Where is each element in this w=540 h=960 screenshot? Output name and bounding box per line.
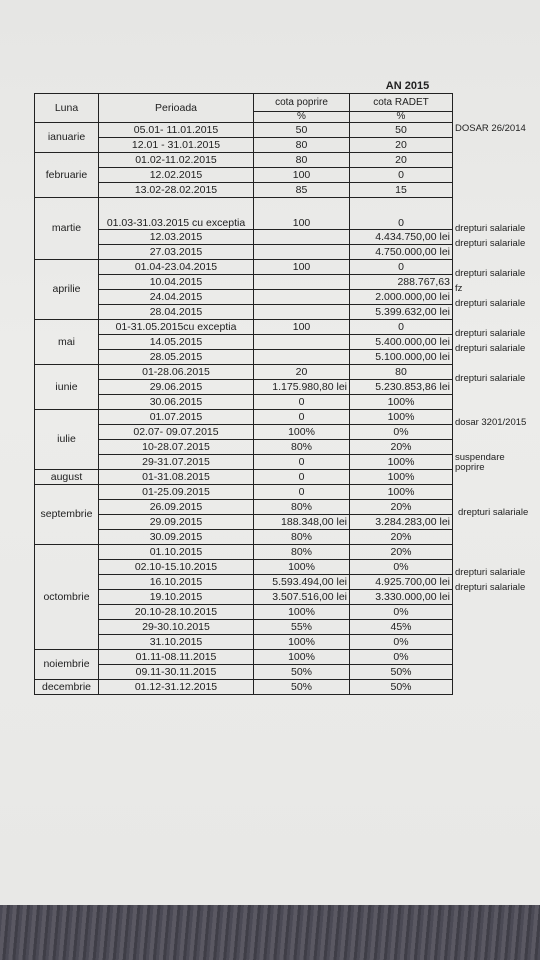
perioada-cell: 19.10.2015 (99, 590, 254, 605)
poprire-cell: 100 (254, 168, 350, 183)
note-drepturi-salariale: drepturi salariale (458, 507, 529, 518)
perioada-cell: 10.04.2015 (99, 275, 254, 290)
perioada-cell: 09.11-30.11.2015 (99, 665, 254, 680)
radet-cell: 5.399.632,00 lei (350, 305, 453, 320)
poprire-cell (254, 335, 350, 350)
radet-cell: 0% (350, 635, 453, 650)
radet-cell: 80 (350, 365, 453, 380)
note-drepturi-salariale: drepturi salariale (455, 343, 526, 354)
perioada-cell: 20.10-28.10.2015 (99, 605, 254, 620)
poprire-cell: 5.593.494,00 lei (254, 575, 350, 590)
poprire-cell: 50 (254, 123, 350, 138)
radet-cell: 0 (350, 168, 453, 183)
note-drepturi-salariale: drepturi salariale (455, 567, 526, 578)
note-drepturi-salariale: drepturi salariale (455, 582, 526, 593)
radet-cell: 0 (350, 260, 453, 275)
perioada-cell: 02.07- 09.07.2015 (99, 425, 254, 440)
radet-cell: 0% (350, 605, 453, 620)
poprire-cell: 100% (254, 635, 350, 650)
radet-cell: 0% (350, 425, 453, 440)
radet-cell: 20% (350, 500, 453, 515)
perioada-cell: 01-25.09.2015 (99, 485, 254, 500)
radet-cell: 0% (350, 650, 453, 665)
perioada-cell: 29.06.2015 (99, 380, 254, 395)
carpet-background (0, 905, 540, 960)
perioada-cell: 02.10-15.10.2015 (99, 560, 254, 575)
poprire-cell (254, 275, 350, 290)
poprire-cell: 0 (254, 485, 350, 500)
radet-cell: 4.750.000,00 lei (350, 245, 453, 260)
radet-cell: 288.767,63 (350, 275, 453, 290)
month-aprilie: aprilie (35, 260, 99, 320)
perioada-cell: 12.02.2015 (99, 168, 254, 183)
radet-cell: 5.230.853,86 lei (350, 380, 453, 395)
month-iunie: iunie (35, 365, 99, 410)
poprire-cell: 0 (254, 470, 350, 485)
note-suspendare-poprire: suspendare poprire (455, 452, 505, 474)
poprire-cell: 3.507.516,00 lei (254, 590, 350, 605)
perioada-cell: 27.03.2015 (99, 245, 254, 260)
payment-table (34, 93, 453, 695)
month-ianuarie: ianuarie (35, 123, 99, 153)
header-cota-poprire: cota poprire (254, 94, 350, 112)
radet-cell: 20% (350, 530, 453, 545)
radet-cell: 100% (350, 395, 453, 410)
radet-cell: 0 (350, 320, 453, 335)
perioada-cell: 29-31.07.2015 (99, 455, 254, 470)
poprire-cell: 80 (254, 153, 350, 168)
perioada-cell: 01-28.06.2015 (99, 365, 254, 380)
radet-cell: 0 (350, 198, 453, 230)
poprire-cell: 0 (254, 395, 350, 410)
poprire-cell: 80% (254, 440, 350, 455)
poprire-cell: 100% (254, 425, 350, 440)
perioada-cell: 28.04.2015 (99, 305, 254, 320)
month-decembrie: decembrie (35, 680, 99, 695)
radet-cell: 20 (350, 153, 453, 168)
month-august: august (35, 470, 99, 485)
header-unit-poprire: % (254, 112, 350, 123)
poprire-cell: 1.175.980,80 lei (254, 380, 350, 395)
perioada-cell: 28.05.2015 (99, 350, 254, 365)
perioada-cell: 01.02-11.02.2015 (99, 153, 254, 168)
note-drepturi-salariale: drepturi salariale (455, 238, 526, 249)
radet-cell: 100% (350, 410, 453, 425)
perioada-cell: 31.10.2015 (99, 635, 254, 650)
poprire-cell: 55% (254, 620, 350, 635)
radet-cell: 20% (350, 545, 453, 560)
perioada-cell: 29.09.2015 (99, 515, 254, 530)
perioada-cell: 01.10.2015 (99, 545, 254, 560)
note-drepturi-salariale: drepturi salariale (455, 223, 526, 234)
radet-cell: 45% (350, 620, 453, 635)
note-drepturi-salariale: drepturi salariale (455, 268, 526, 279)
radet-cell: 4.925.700,00 lei (350, 575, 453, 590)
poprire-cell: 85 (254, 183, 350, 198)
perioada-cell: 01.04-23.04.2015 (99, 260, 254, 275)
radet-cell: 100% (350, 470, 453, 485)
perioada-cell: 26.09.2015 (99, 500, 254, 515)
poprire-cell: 80% (254, 545, 350, 560)
month-februarie: februarie (35, 153, 99, 198)
radet-cell: 20 (350, 138, 453, 153)
perioada-cell: 30.06.2015 (99, 395, 254, 410)
radet-cell: 15 (350, 183, 453, 198)
month-septembrie: septembrie (35, 485, 99, 545)
poprire-cell (254, 230, 350, 245)
poprire-cell: 100% (254, 605, 350, 620)
perioada-cell: 01-31.08.2015 (99, 470, 254, 485)
radet-cell: 50% (350, 680, 453, 695)
perioada-cell: 05.01- 11.01.2015 (99, 123, 254, 138)
poprire-cell (254, 245, 350, 260)
poprire-cell (254, 290, 350, 305)
radet-cell: 4.434.750,00 lei (350, 230, 453, 245)
perioada-cell: 12.03.2015 (99, 230, 254, 245)
header-unit-radet: % (350, 112, 453, 123)
poprire-cell (254, 350, 350, 365)
month-octombrie: octombrie (35, 545, 99, 650)
poprire-cell: 50% (254, 665, 350, 680)
poprire-cell: 20 (254, 365, 350, 380)
month-martie: martie (35, 198, 99, 260)
radet-cell: 3.330.000,00 lei (350, 590, 453, 605)
radet-cell: 100% (350, 485, 453, 500)
note-drepturi-salariale: drepturi salariale (455, 373, 526, 384)
poprire-cell: 100 (254, 320, 350, 335)
radet-cell: 0% (350, 560, 453, 575)
radet-cell: 2.000.000,00 lei (350, 290, 453, 305)
perioada-cell: 01.03-31.03.2015 cu exceptia (99, 198, 254, 230)
month-noiembrie: noiembrie (35, 650, 99, 680)
perioada-cell: 30.09.2015 (99, 530, 254, 545)
year-title: AN 2015 (385, 80, 430, 92)
perioada-cell: 29-30.10.2015 (99, 620, 254, 635)
perioada-cell: 13.02-28.02.2015 (99, 183, 254, 198)
perioada-cell: 14.05.2015 (99, 335, 254, 350)
note-dosar-3201: dosar 3201/2015 (455, 417, 527, 428)
radet-cell: 5.400.000,00 lei (350, 335, 453, 350)
perioada-cell: 12.01 - 31.01.2015 (99, 138, 254, 153)
poprire-cell: 100% (254, 560, 350, 575)
radet-cell: 50% (350, 665, 453, 680)
note-fz: fz (455, 283, 463, 294)
radet-cell: 20% (350, 440, 453, 455)
poprire-cell: 80% (254, 530, 350, 545)
perioada-cell: 01-31.05.2015cu exceptia (99, 320, 254, 335)
perioada-cell: 16.10.2015 (99, 575, 254, 590)
header-luna: Luna (35, 94, 99, 123)
perioada-cell: 01.11-08.11.2015 (99, 650, 254, 665)
radet-cell: 50 (350, 123, 453, 138)
month-iulie: iulie (35, 410, 99, 470)
radet-cell: 100% (350, 455, 453, 470)
poprire-cell: 80 (254, 138, 350, 153)
radet-cell: 5.100.000,00 lei (350, 350, 453, 365)
poprire-cell: 100 (254, 198, 350, 230)
poprire-cell: 100 (254, 260, 350, 275)
note-drepturi-salariale: drepturi salariale (455, 298, 526, 309)
poprire-cell: 80% (254, 500, 350, 515)
header-perioada: Perioada (99, 94, 254, 123)
perioada-cell: 01.07.2015 (99, 410, 254, 425)
perioada-cell: 24.04.2015 (99, 290, 254, 305)
note-drepturi-salariale: drepturi salariale (455, 328, 526, 339)
perioada-cell: 10-28.07.2015 (99, 440, 254, 455)
poprire-cell: 0 (254, 455, 350, 470)
poprire-cell: 50% (254, 680, 350, 695)
poprire-cell: 0 (254, 410, 350, 425)
radet-cell: 3.284.283,00 lei (350, 515, 453, 530)
poprire-cell: 100% (254, 650, 350, 665)
month-mai: mai (35, 320, 99, 365)
poprire-cell: 188.348,00 lei (254, 515, 350, 530)
perioada-cell: 01.12-31.12.2015 (99, 680, 254, 695)
note-dosar-26: DOSAR 26/2014 (455, 123, 526, 134)
header-cota-radet: cota RADET (350, 94, 453, 112)
poprire-cell (254, 305, 350, 320)
